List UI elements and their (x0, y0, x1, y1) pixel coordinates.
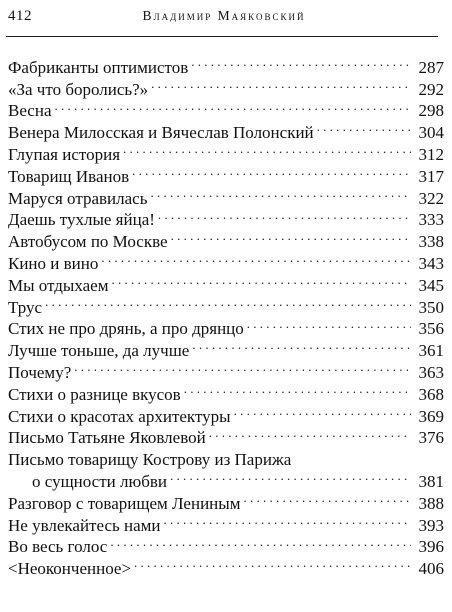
toc-page: 322 (418, 188, 444, 208)
dot-leader (123, 138, 411, 160)
toc-title: Даешь тухлые яйца! (8, 210, 155, 230)
toc-title: Стихи о красотах архитектуры (8, 406, 231, 426)
toc-page: 350 (418, 297, 444, 317)
page-header (8, 8, 440, 28)
dot-leader (170, 465, 411, 487)
toc-page: 298 (418, 101, 444, 121)
toc-page: 343 (418, 253, 444, 273)
toc-title: Почему? (8, 362, 72, 382)
toc-page: 368 (418, 384, 444, 404)
toc-page: 333 (418, 210, 444, 230)
dot-leader (209, 422, 411, 444)
toc-title: Письмо товарищу Кострову из Парижа (8, 450, 292, 470)
toc-entry (8, 313, 444, 339)
toc-title: Глупая история (8, 144, 121, 164)
dot-leader (317, 116, 411, 138)
toc-page: 363 (418, 362, 444, 382)
toc-title: Во весь голос (8, 537, 108, 557)
toc-page: 345 (418, 275, 444, 295)
dot-leader (243, 487, 411, 509)
toc-page: 312 (418, 144, 444, 164)
toc-title: <Неоконченное> (8, 559, 132, 579)
running-head: Владимир Маяковский (142, 8, 306, 23)
dot-leader (45, 291, 411, 313)
toc-title: Мы отдыхаем (8, 275, 109, 295)
dot-leader (191, 51, 411, 73)
toc-page: 376 (418, 428, 444, 448)
dot-leader (111, 269, 411, 291)
toc-title: Весна (8, 101, 52, 121)
toc-title: Маруся отравилась (8, 188, 148, 208)
dot-leader (134, 552, 411, 574)
dot-leader (247, 313, 411, 335)
dot-leader (158, 204, 411, 226)
toc-title: Стихи о разнице вкусов (8, 384, 181, 404)
page-number: 412 (8, 8, 32, 24)
dot-leader (234, 400, 411, 422)
dot-leader (294, 443, 411, 465)
toc-title: Фабриканты оптимистов (8, 57, 189, 77)
toc-entry (8, 291, 444, 317)
toc-title: Лучше тоньше, да лучше (8, 341, 190, 361)
dot-leader (110, 531, 411, 553)
dot-leader (101, 247, 411, 269)
toc-page: 406 (418, 559, 444, 579)
toc-title: Не увлекайтесь нами (8, 515, 161, 535)
toc-page: 381 (418, 471, 444, 491)
toc-page: 287 (418, 57, 444, 77)
toc-title: Товарищ Иванов (8, 166, 130, 186)
dot-leader (150, 182, 411, 204)
toc-page: 369 (418, 406, 444, 426)
toc-title: Трус (8, 297, 43, 317)
toc-title: Разговор с товарищем Лениным (8, 493, 241, 513)
toc-title: Письмо Татьяне Яковлевой (8, 428, 206, 448)
dot-leader (151, 73, 411, 95)
toc-title: Стих не про дрянь, а про дрянцо (8, 319, 244, 339)
table-of-contents (8, 51, 444, 579)
dot-leader (164, 509, 412, 531)
dot-leader (74, 356, 411, 378)
toc-entry (8, 356, 444, 382)
toc-page: 317 (418, 166, 444, 186)
dot-leader (55, 95, 412, 117)
toc-page: 396 (418, 537, 444, 557)
toc-entry (8, 51, 444, 77)
toc-entry (8, 95, 444, 121)
toc-title: Венера Милосская и Вячеслав Полонский (8, 123, 314, 143)
dot-leader (192, 334, 411, 356)
dot-leader (171, 225, 411, 247)
toc-title: «За что боролись?» (8, 79, 149, 99)
toc-entry (8, 378, 444, 404)
header-rule (6, 36, 438, 37)
toc-title: о сущности любви (32, 471, 167, 491)
dot-leader (184, 378, 411, 400)
toc-page: 356 (418, 319, 444, 339)
toc-page: 304 (418, 123, 444, 143)
toc-page: 388 (418, 493, 444, 513)
dot-leader (132, 160, 411, 182)
toc-page: 292 (418, 79, 444, 99)
toc-title: Автобусом по Москве (8, 232, 168, 252)
toc-entry (8, 116, 444, 143)
toc-page: 393 (418, 515, 444, 535)
toc-page: 361 (418, 341, 444, 361)
toc-page: 338 (418, 232, 444, 252)
toc-title: Кино и вино (8, 253, 99, 273)
